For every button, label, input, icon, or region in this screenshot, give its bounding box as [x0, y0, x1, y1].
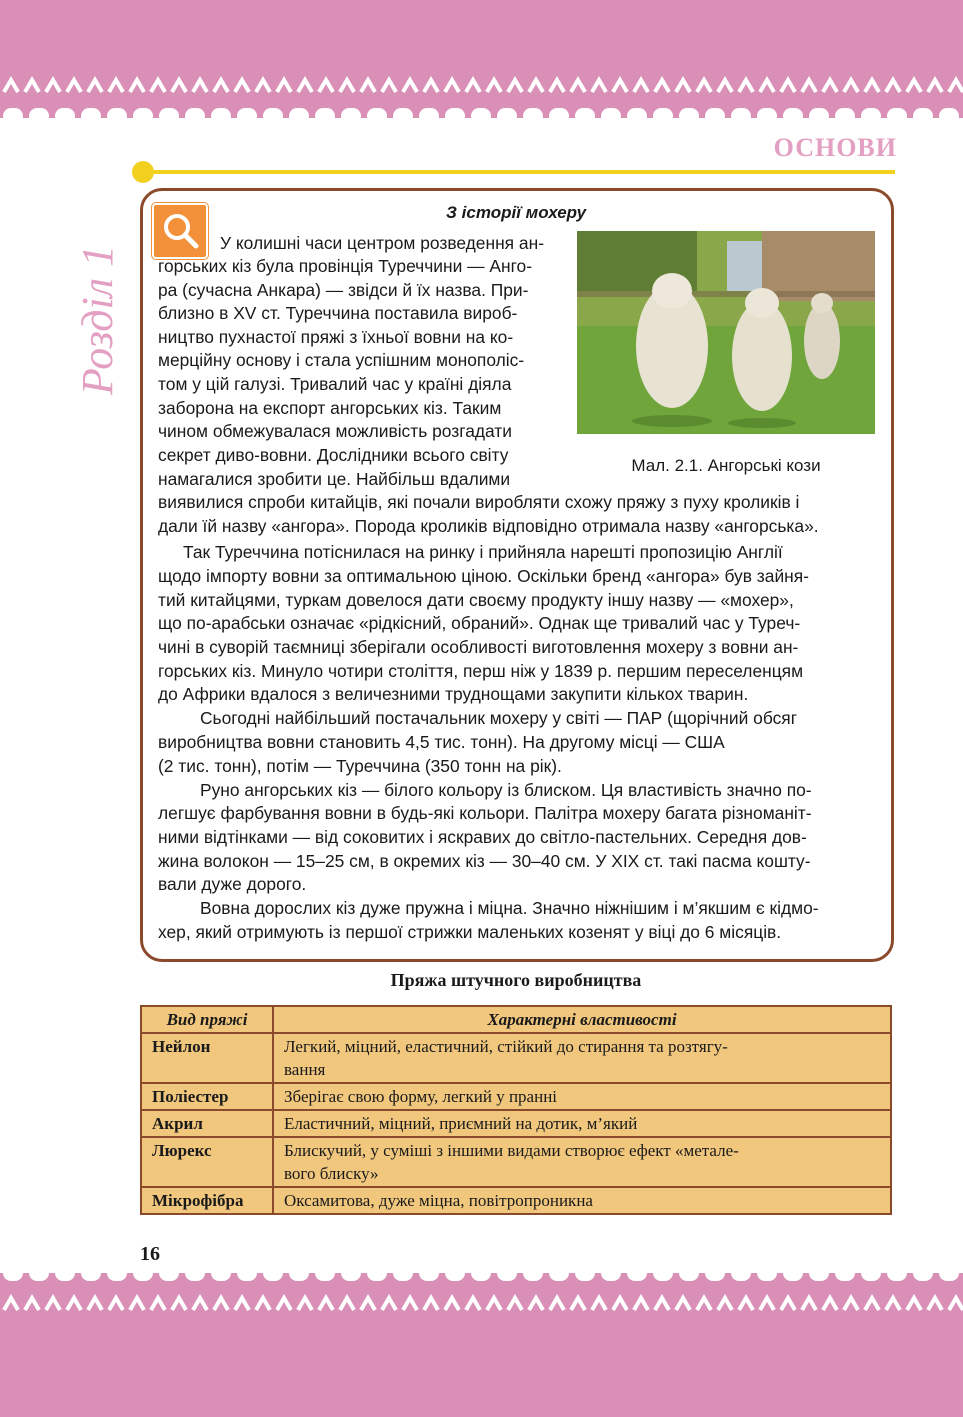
text-line: намагалися зробити це. Найбільш вдалими [158, 469, 511, 489]
text-line: хер, який отримують із першої стрижки маленьких козенят у віці до 6 місяців. [158, 922, 782, 942]
yarn-name: Поліестер [141, 1083, 273, 1110]
text-line: до Африки вдалося з величезними труднощами закупити кількох тварин. [158, 684, 749, 704]
yarn-table [140, 1005, 892, 1215]
column-header: Характерні властивості [273, 1006, 891, 1033]
text-line: жина волокон — 15–25 см, в окремих кіз — 30–40 см. У XIX ст. такі пасма кошту- [158, 851, 811, 871]
side-chapter-label: Розділ 1 [73, 245, 122, 395]
text-line: близно в XV ст. Туреччина поставила вироб- [158, 303, 518, 323]
text-line: том у цій галузі. Тривалий час у країні діяла [158, 374, 512, 394]
top-decorative-band [0, 0, 963, 135]
column-header: Вид пряжі [141, 1006, 273, 1033]
angora-goats-photo [577, 231, 875, 434]
header-rule [143, 170, 895, 174]
text-line: ра (сучасна Анкара) — звідси й їх назва. При- [158, 280, 529, 300]
table-row [141, 1187, 891, 1214]
properties-line: вання [284, 1060, 326, 1079]
text-line: Руно ангорських кіз — білого кольору із блиском. Ця властивість значно по- [200, 780, 812, 800]
table-row [141, 1110, 891, 1137]
text-line: вали дуже дорого. [158, 874, 307, 894]
yarn-properties [273, 1137, 891, 1187]
text-line: (2 тис. тонн), потім — Туреччина (350 тонн на рік). [158, 756, 562, 776]
text-line: заборона на експорт ангорських кіз. Таким [158, 398, 502, 418]
properties-line: вого блиску» [284, 1164, 379, 1183]
yarn-name: Акрил [141, 1110, 273, 1137]
text-line: горських кіз. Минуло чотири століття, перш ніж у 1839 р. першим переселенцям [158, 661, 804, 681]
yarn-properties: Еластичний, міцний, приємний на дотик, м’який [273, 1110, 891, 1137]
text-line: Вовна дорослих кіз дуже пружна і міцна. Значно ніжнішим і м’якшим є кідмо- [200, 898, 819, 918]
table-row [141, 1083, 891, 1110]
text-line: дали їй назву «ангора». Порода кроликів відповідно отримала назву «ангорська». [158, 516, 819, 536]
text-line: тий китайцями, туркам довелося дати своєму продукту іншу назву — «мохер», [158, 590, 794, 610]
text-line: Сьогодні найбільший постачальник мохеру у світі — ПАР (щорічний обсяг [200, 708, 798, 728]
text-line: горських кіз була провінція Туреччини — Анго- [158, 256, 533, 276]
yarn-properties: Оксамитова, дуже міцна, повітропроникна [273, 1187, 891, 1214]
yarn-properties: Зберігає свою форму, легкий у пранні [273, 1083, 891, 1110]
table-header-row [141, 1006, 891, 1033]
properties-line: Легкий, міцний, еластичний, стійкий до стирання та розтягу- [284, 1037, 728, 1056]
text-line: ними відтінками — від соковитих і яскравих до світло-пастельних. Середня дов- [158, 827, 807, 847]
yarn-name: Люрекс [141, 1137, 273, 1187]
text-line: виявилися спроби китайців, які почали виробляти схожу пряжу з пуху кроликів і [158, 492, 800, 512]
text-line: мерційну основу і стала успішним монополіс- [158, 350, 525, 370]
properties-line: Блискучий, у суміші з іншими видами створює ефект «метале- [284, 1141, 739, 1160]
text-line: легшує фарбування вовни в будь-які кольори. Палітра мохеру багата різноманіт- [158, 803, 812, 823]
text-line: що по-арабськи означає «рідкісний, обраний». Однак ще тривалий час у Туреч- [158, 613, 801, 633]
text-line: чині в суворій таємниці зберігали особливості виготовлення мохеру з вовни ан- [158, 637, 799, 657]
yarn-name: Мікрофібра [141, 1187, 273, 1214]
table-row [141, 1033, 891, 1083]
text-line: щодо імпорту вовни за оптимальною ціною. Оскільки бренд «ангора» був зайня- [158, 566, 809, 586]
page-number: 16 [140, 1243, 160, 1265]
header-rule-dot [132, 161, 154, 183]
yarn-name: Нейлон [141, 1033, 273, 1083]
figure-caption: Мал. 2.1. Ангорські кози [631, 456, 821, 475]
magnifier-icon [152, 203, 208, 259]
top-zigzag-pattern [0, 72, 963, 102]
table-title: Пряжа штучного виробництва [390, 970, 642, 990]
bottom-decorative-band [0, 1255, 963, 1417]
text-line: секрет диво-вовни. Дослідники всього світу [158, 445, 509, 465]
bottom-zigzag-pattern [0, 1290, 963, 1320]
box-title: З історії мохеру [446, 203, 587, 222]
text-line: чином обмежувалася можливість розгадати [158, 421, 512, 441]
text-line: виробництва вовни становить 4,5 тис. тонн). На другому місці — США [158, 732, 725, 752]
section-title: ОСНОВИ [773, 133, 897, 162]
text-line: Так Туреччина потіснилася на ринку і прийняла нарешті пропозицію Англії [183, 542, 783, 562]
top-scallop-edge [0, 104, 963, 128]
text-line: У колишні часи центром розведення ан- [220, 233, 544, 253]
yarn-properties [273, 1033, 891, 1083]
text-line: ництво пухнастої пряжі з їхньої вовни на ко- [158, 327, 514, 347]
table-row [141, 1137, 891, 1187]
